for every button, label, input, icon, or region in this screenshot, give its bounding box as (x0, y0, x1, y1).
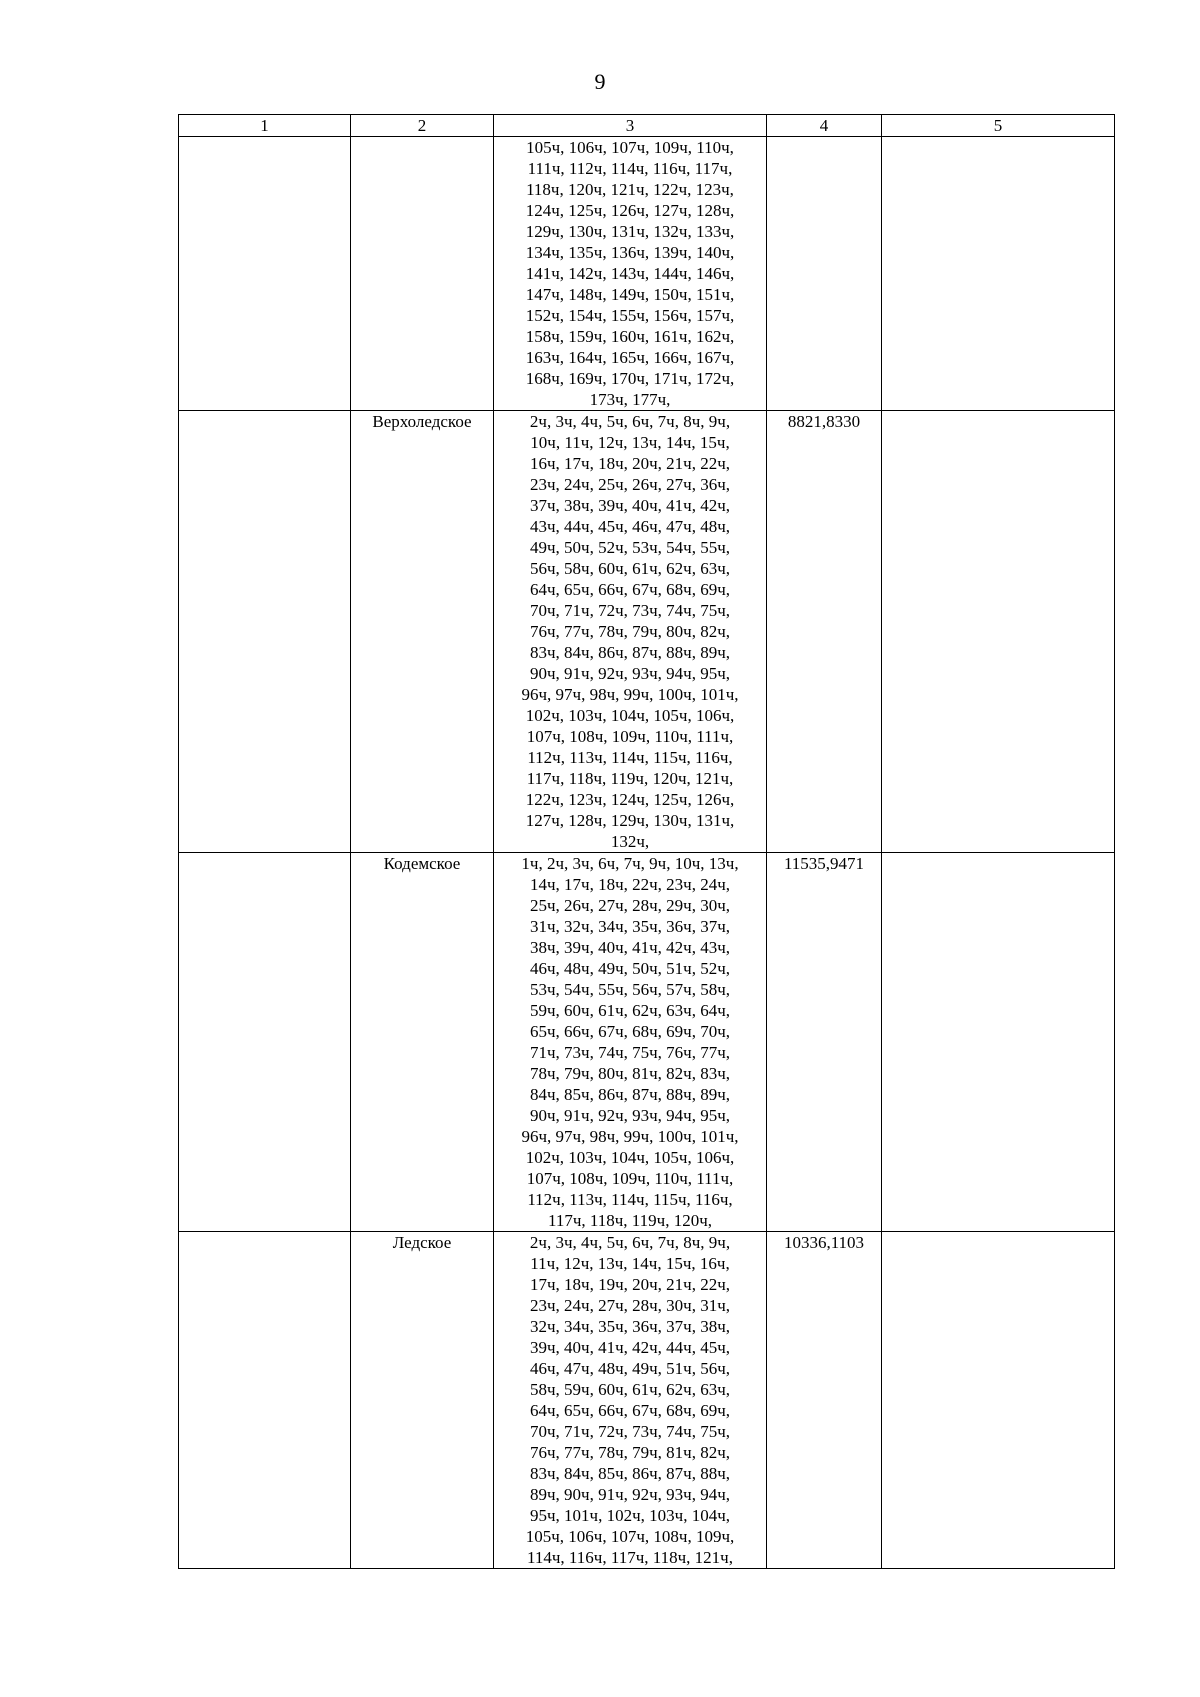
settlement-name-cell: Кодемское (351, 853, 494, 1232)
plot-numbers-line: 90ч, 91ч, 92ч, 93ч, 94ч, 95ч, (529, 664, 731, 683)
plot-numbers-line: 16ч, 17ч, 18ч, 20ч, 21ч, 22ч, (529, 454, 731, 473)
area-value-cell: 10336,1103 (767, 1232, 882, 1569)
settlement-name-cell: Ледское (351, 1232, 494, 1569)
plot-numbers-line: 111ч, 112ч, 114ч, 116ч, 117ч, (527, 159, 733, 178)
plot-numbers-line: 95ч, 101ч, 102ч, 103ч, 104ч, (530, 1506, 730, 1525)
column-header: 4 (767, 115, 882, 137)
plot-numbers-line: 46ч, 47ч, 48ч, 49ч, 51ч, 56ч, (529, 1359, 731, 1378)
plot-numbers-line: 122ч, 123ч, 124ч, 125ч, 126ч, (525, 790, 735, 809)
plot-numbers-cell (494, 411, 767, 853)
plot-numbers-line: 141ч, 142ч, 143ч, 144ч, 146ч, (525, 264, 735, 283)
plot-numbers-line: 10ч, 11ч, 12ч, 13ч, 14ч, 15ч, (530, 433, 730, 452)
plot-numbers-line: 124ч, 125ч, 126ч, 127ч, 128ч, (525, 201, 735, 220)
plot-numbers-line: 105ч, 106ч, 107ч, 108ч, 109ч, (525, 1527, 735, 1546)
table-row (179, 411, 1115, 853)
settlement-name-cell (351, 137, 494, 411)
plot-numbers-line: 83ч, 84ч, 86ч, 87ч, 88ч, 89ч, (529, 643, 731, 662)
plot-numbers-line: 49ч, 50ч, 52ч, 53ч, 54ч, 55ч, (529, 538, 731, 557)
plot-numbers-line: 39ч, 40ч, 41ч, 42ч, 44ч, 45ч, (529, 1338, 731, 1357)
plot-numbers-line: 102ч, 103ч, 104ч, 105ч, 106ч, (525, 706, 735, 725)
settlement-name-cell: Верхоледское (351, 411, 494, 853)
plot-numbers-line: 43ч, 44ч, 45ч, 46ч, 47ч, 48ч, (529, 517, 731, 536)
plot-numbers-line: 132ч, (610, 832, 650, 851)
plot-numbers-line: 53ч, 54ч, 55ч, 56ч, 57ч, 58ч, (529, 980, 731, 999)
column-header: 2 (351, 115, 494, 137)
area-value-cell: 8821,8330 (767, 411, 882, 853)
plot-numbers-line: 23ч, 24ч, 25ч, 26ч, 27ч, 36ч, (529, 475, 731, 494)
plot-numbers-line: 105ч, 106ч, 107ч, 109ч, 110ч, (526, 138, 734, 157)
table-row (179, 137, 1115, 411)
col1-cell (179, 411, 351, 853)
plot-numbers-line: 2ч, 3ч, 4ч, 5ч, 6ч, 7ч, 8ч, 9ч, (529, 1233, 731, 1252)
plot-numbers-line: 1ч, 2ч, 3ч, 6ч, 7ч, 9ч, 10ч, 13ч, (521, 854, 739, 873)
plot-numbers-line: 46ч, 48ч, 49ч, 50ч, 51ч, 52ч, (529, 959, 731, 978)
plot-numbers-line: 127ч, 128ч, 129ч, 130ч, 131ч, (525, 811, 735, 830)
plot-numbers-line: 84ч, 85ч, 86ч, 87ч, 88ч, 89ч, (529, 1085, 731, 1104)
table-row (179, 853, 1115, 1232)
plot-numbers-line: 117ч, 118ч, 119ч, 120ч, (547, 1211, 713, 1230)
plot-numbers-line: 112ч, 113ч, 114ч, 115ч, 116ч, (527, 1190, 733, 1209)
plot-numbers-line: 59ч, 60ч, 61ч, 62ч, 63ч, 64ч, (529, 1001, 731, 1020)
plot-numbers-line: 56ч, 58ч, 60ч, 61ч, 62ч, 63ч, (529, 559, 731, 578)
plot-numbers-line: 17ч, 18ч, 19ч, 20ч, 21ч, 22ч, (529, 1275, 731, 1294)
plot-numbers-line: 32ч, 34ч, 35ч, 36ч, 37ч, 38ч, (529, 1317, 731, 1336)
col1-cell (179, 853, 351, 1232)
col1-cell (179, 1232, 351, 1569)
plot-numbers-line: 76ч, 77ч, 78ч, 79ч, 80ч, 82ч, (529, 622, 731, 641)
col5-cell (882, 411, 1115, 853)
plot-numbers-line: 96ч, 97ч, 98ч, 99ч, 100ч, 101ч, (521, 685, 739, 704)
table-row (179, 1232, 1115, 1569)
plot-numbers-line: 114ч, 116ч, 117ч, 118ч, 121ч, (527, 1548, 733, 1567)
plot-numbers-line: 64ч, 65ч, 66ч, 67ч, 68ч, 69ч, (529, 580, 731, 599)
plot-numbers-line: 163ч, 164ч, 165ч, 166ч, 167ч, (525, 348, 735, 367)
plot-numbers-line: 173ч, 177ч, (589, 390, 671, 409)
plot-numbers-line: 2ч, 3ч, 4ч, 5ч, 6ч, 7ч, 8ч, 9ч, (529, 412, 731, 431)
table-header-row (179, 115, 1115, 137)
plot-numbers-line: 107ч, 108ч, 109ч, 110ч, 111ч, (526, 727, 734, 746)
plot-numbers-line: 112ч, 113ч, 114ч, 115ч, 116ч, (527, 748, 733, 767)
plot-numbers-line: 14ч, 17ч, 18ч, 22ч, 23ч, 24ч, (529, 875, 731, 894)
plot-numbers-line: 107ч, 108ч, 109ч, 110ч, 111ч, (526, 1169, 734, 1188)
plot-numbers-line: 38ч, 39ч, 40ч, 41ч, 42ч, 43ч, (529, 938, 731, 957)
col5-cell (882, 853, 1115, 1232)
plot-numbers-line: 134ч, 135ч, 136ч, 139ч, 140ч, (525, 243, 735, 262)
col5-cell (882, 137, 1115, 411)
plot-numbers-line: 90ч, 91ч, 92ч, 93ч, 94ч, 95ч, (529, 1106, 731, 1125)
area-value-cell (767, 137, 882, 411)
plot-numbers-line: 11ч, 12ч, 13ч, 14ч, 15ч, 16ч, (530, 1254, 730, 1273)
plot-numbers-line: 70ч, 71ч, 72ч, 73ч, 74ч, 75ч, (529, 601, 731, 620)
plot-numbers-line: 76ч, 77ч, 78ч, 79ч, 81ч, 82ч, (529, 1443, 731, 1462)
plot-numbers-line: 147ч, 148ч, 149ч, 150ч, 151ч, (525, 285, 735, 304)
col5-cell (882, 1232, 1115, 1569)
plot-numbers-line: 64ч, 65ч, 66ч, 67ч, 68ч, 69ч, (529, 1401, 731, 1420)
plot-numbers-cell (494, 1232, 767, 1569)
plot-numbers-line: 96ч, 97ч, 98ч, 99ч, 100ч, 101ч, (521, 1127, 739, 1146)
column-header: 1 (179, 115, 351, 137)
page-number: 9 (594, 69, 606, 94)
plot-numbers-line: 31ч, 32ч, 34ч, 35ч, 36ч, 37ч, (529, 917, 731, 936)
plot-numbers-line: 78ч, 79ч, 80ч, 81ч, 82ч, 83ч, (529, 1064, 731, 1083)
plot-numbers-line: 89ч, 90ч, 91ч, 92ч, 93ч, 94ч, (529, 1485, 731, 1504)
plot-numbers-line: 65ч, 66ч, 67ч, 68ч, 69ч, 70ч, (529, 1022, 731, 1041)
plot-numbers-line: 102ч, 103ч, 104ч, 105ч, 106ч, (525, 1148, 735, 1167)
col1-cell (179, 137, 351, 411)
plot-numbers-line: 71ч, 73ч, 74ч, 75ч, 76ч, 77ч, (529, 1043, 731, 1062)
plot-numbers-line: 25ч, 26ч, 27ч, 28ч, 29ч, 30ч, (529, 896, 731, 915)
plot-numbers-line: 58ч, 59ч, 60ч, 61ч, 62ч, 63ч, (529, 1380, 731, 1399)
plot-numbers-cell (494, 137, 767, 411)
plot-numbers-line: 83ч, 84ч, 85ч, 86ч, 87ч, 88ч, (529, 1464, 731, 1483)
plot-numbers-line: 168ч, 169ч, 170ч, 171ч, 172ч, (525, 369, 735, 388)
plot-numbers-line: 118ч, 120ч, 121ч, 122ч, 123ч, (526, 180, 734, 199)
plot-numbers-cell (494, 853, 767, 1232)
plot-numbers-line: 117ч, 118ч, 119ч, 120ч, 121ч, (526, 769, 734, 788)
plot-numbers-line: 152ч, 154ч, 155ч, 156ч, 157ч, (525, 306, 735, 325)
data-table (178, 114, 1115, 1569)
plot-numbers-line: 158ч, 159ч, 160ч, 161ч, 162ч, (525, 327, 735, 346)
plot-numbers-line: 70ч, 71ч, 72ч, 73ч, 74ч, 75ч, (529, 1422, 731, 1441)
column-header: 5 (882, 115, 1115, 137)
plot-numbers-line: 129ч, 130ч, 131ч, 132ч, 133ч, (525, 222, 735, 241)
column-header: 3 (494, 115, 767, 137)
plot-numbers-line: 37ч, 38ч, 39ч, 40ч, 41ч, 42ч, (529, 496, 731, 515)
area-value-cell: 11535,9471 (767, 853, 882, 1232)
plot-numbers-line: 23ч, 24ч, 27ч, 28ч, 30ч, 31ч, (529, 1296, 731, 1315)
